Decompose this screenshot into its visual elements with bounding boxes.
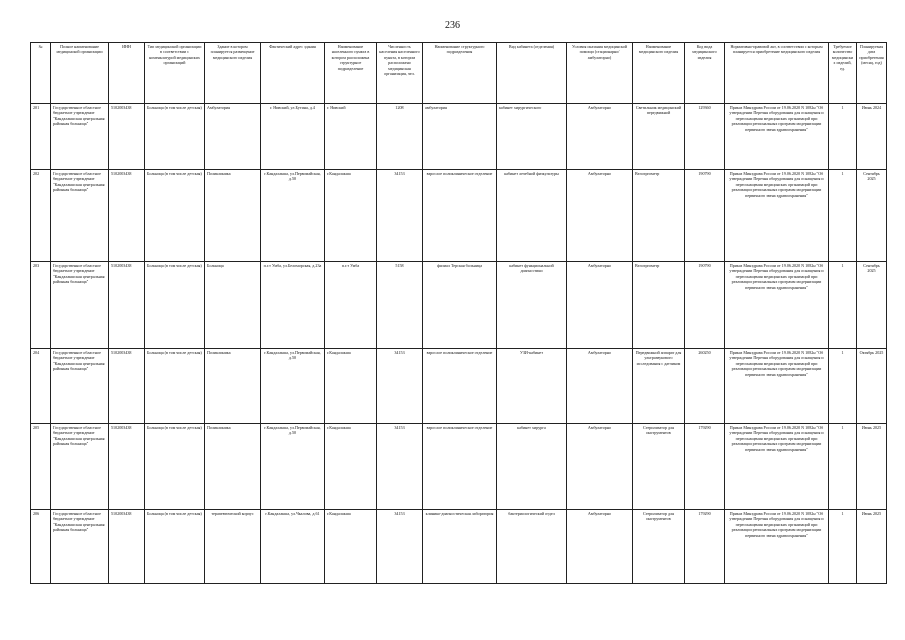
cell-inn: 5102003438	[109, 170, 145, 262]
equipment-table	[30, 42, 887, 584]
cell-date: Июнь 2024	[857, 104, 887, 170]
cell-org-type: Больница (в том числе детская)	[145, 424, 205, 510]
table-row	[31, 104, 887, 170]
table-row	[31, 424, 887, 510]
cell-date: Сентябрь 2025	[857, 262, 887, 349]
cell-address: г.Кандалакша, ул.Первомайская, д.50	[261, 424, 325, 510]
cell-conditions: Амбулаторно	[567, 349, 633, 424]
cell-settlement: г. Нивский	[325, 104, 377, 170]
cell-settlement: г.Кандалакша	[325, 170, 377, 262]
cell-settlement: п.г.т Умба	[325, 262, 377, 349]
cell-date: Октябрь 2025	[857, 349, 887, 424]
cell-department: амбулатория	[423, 104, 497, 170]
cell-building: Поликлиника	[205, 424, 261, 510]
header-cell-department: Наименование структурного подразделения	[423, 43, 497, 104]
cell-building: Больница	[205, 262, 261, 349]
header-cell-quantity: Требуемое количество медицинских изделий, ед.	[829, 43, 857, 104]
header-cell-conditions: Условия оказания медицинской помощи (стационарно/амбулаторно)	[567, 43, 633, 104]
cell-device: Стерилизатор для инструментов	[633, 510, 685, 584]
cell-settlement: г.Кандалакша	[325, 510, 377, 584]
cell-number: 204	[31, 349, 51, 424]
cell-conditions: Амбулаторно	[567, 104, 633, 170]
table-row	[31, 262, 887, 349]
cell-building: Амбулатория	[205, 104, 261, 170]
cell-settlement: г.Кандалакша	[325, 349, 377, 424]
cell-device: Стерилизатор для инструментов	[633, 424, 685, 510]
cell-conditions: Амбулаторно	[567, 424, 633, 510]
cell-org-name: Государственное областное бюджетное учреждение "Кандалакшская центральная районная больница"	[51, 104, 109, 170]
header-cell-population: Численность населения населенного пункта, в котором расположено медицинская организация, чел.	[377, 43, 423, 104]
cell-legal-act: Приказ Минздрава России от 19.06.2020 N 1082н "Об утверждении Перечня оборудования для оснащения и переоснащения медицинских организаций при реализации региональных программ модернизации первичного звена здравоохранения"	[725, 104, 829, 170]
cell-device-code: 260250	[685, 349, 725, 424]
cell-device-code: 129360	[685, 104, 725, 170]
cell-settlement: г.Кандалакша	[325, 424, 377, 510]
cell-inn: 5102003438	[109, 424, 145, 510]
cell-department: филиал Терская больница	[423, 262, 497, 349]
cell-device-code: 179290	[685, 424, 725, 510]
cell-number: 203	[31, 262, 51, 349]
cell-conditions: Амбулаторно	[567, 510, 633, 584]
cell-device-code: 190790	[685, 170, 725, 262]
cell-building: Поликлиника	[205, 349, 261, 424]
cell-device: Велоэргометр	[633, 170, 685, 262]
cell-quantity: 1	[829, 104, 857, 170]
cell-cabinet: бактериологический отдел	[497, 510, 567, 584]
cell-address: г.Кандалакша, ул.Первомайская, д.50	[261, 170, 325, 262]
header-cell-number: №	[31, 43, 51, 104]
cell-conditions: Амбулаторно	[567, 170, 633, 262]
cell-org-type: Больница (в том числе детская)	[145, 349, 205, 424]
cell-conditions: Амбулаторно	[567, 262, 633, 349]
cell-number: 202	[31, 170, 51, 262]
table-header-row	[31, 43, 887, 104]
cell-number: 206	[31, 510, 51, 584]
cell-cabinet: кабинет хирурга	[497, 424, 567, 510]
cell-address: г.Кандалакша, ул.Чкалова, д.61	[261, 510, 325, 584]
header-cell-address: Фактический адрес здания	[261, 43, 325, 104]
page-number: 236	[445, 20, 460, 31]
cell-population: 5158	[377, 262, 423, 349]
cell-number: 205	[31, 424, 51, 510]
header-cell-device-code: Код вида медицинского изделия	[685, 43, 725, 104]
cell-org-name: Государственное областное бюджетное учреждение "Кандалакшская центральная районная больница"	[51, 262, 109, 349]
header-cell-device: Наименование медицинского изделия	[633, 43, 685, 104]
cell-building: Поликлиника	[205, 170, 261, 262]
cell-quantity: 1	[829, 424, 857, 510]
header-cell-legal-act: Нормативно-правовой акт, в соответствии с которым планируется приобретение медицинского изделия	[725, 43, 829, 104]
cell-date: Июнь 2025	[857, 424, 887, 510]
cell-cabinet: кабинет лечебной физкультуры	[497, 170, 567, 262]
cell-quantity: 1	[829, 170, 857, 262]
cell-population: 1208	[377, 104, 423, 170]
header-cell-inn: ИНН	[109, 43, 145, 104]
cell-date: Сентябрь 2025	[857, 170, 887, 262]
header-cell-org-type: Тип медицинской организации в соответствии с номенклатурой медицинских организаций	[145, 43, 205, 104]
cell-legal-act: Приказ Минздрава России от 19.06.2020 N 1082н "Об утверждении Перечня оборудования для оснащения и переоснащения медицинских организаций при реализации региональных программ модернизации первичного звена здравоохранения"	[725, 262, 829, 349]
cell-building: терапевтический корпус	[205, 510, 261, 584]
cell-inn: 5102003438	[109, 349, 145, 424]
cell-inn: 5102003438	[109, 262, 145, 349]
cell-legal-act: Приказ Минздрава России от 19.06.2020 N 1082н "Об утверждении Перечня оборудования для оснащения и переоснащения медицинских организаций при реализации региональных программ модернизации первичного звена здравоохранения"	[725, 424, 829, 510]
cell-department: взрослое поликлиническое отделение	[423, 424, 497, 510]
header-cell-date: Планируемая дата приобретения (месяц, год)	[857, 43, 887, 104]
cell-date: Июнь 2025	[857, 510, 887, 584]
cell-inn: 5102003438	[109, 104, 145, 170]
cell-population: 34153	[377, 510, 423, 584]
header-cell-org-name: Полное наименование медицинской организации	[51, 43, 109, 104]
cell-legal-act: Приказ Минздрава России от 19.06.2020 N 1082н "Об утверждении Перечня оборудования для оснащения и переоснащения медицинских организаций при реализации региональных программ модернизации первичного звена здравоохранения"	[725, 170, 829, 262]
table-row	[31, 510, 887, 584]
cell-address: г. Нивский, ул.Бутина, д.4	[261, 104, 325, 170]
cell-device: Светильник медицинский передвижной	[633, 104, 685, 170]
cell-cabinet: УЗИ-кабинет	[497, 349, 567, 424]
cell-quantity: 1	[829, 510, 857, 584]
cell-inn: 5102003438	[109, 510, 145, 584]
cell-quantity: 1	[829, 262, 857, 349]
cell-legal-act: Приказ Минздрава России от 19.06.2020 N 1082н "Об утверждении Перечня оборудования для оснащения и переоснащения медицинских организаций при реализации региональных программ модернизации первичного звена здравоохранения"	[725, 510, 829, 584]
cell-address: п.г.т Умба, ул.Беломорская, д.23а	[261, 262, 325, 349]
cell-org-type: Больница (в том числе детская)	[145, 170, 205, 262]
cell-quantity: 1	[829, 349, 857, 424]
header-cell-building: Здание в котором планируется размещение медицинского изделия	[205, 43, 261, 104]
table-row	[31, 349, 887, 424]
cell-address: г.Кандалакша, ул.Первомайская, д.50	[261, 349, 325, 424]
cell-org-type: Больница (в том числе детская)	[145, 510, 205, 584]
cell-population: 34153	[377, 424, 423, 510]
cell-org-type: Больница (в том числе детская)	[145, 262, 205, 349]
cell-population: 34153	[377, 170, 423, 262]
cell-org-name: Государственное областное бюджетное учреждение "Кандалакшская центральная районная больница"	[51, 349, 109, 424]
cell-org-name: Государственное областное бюджетное учреждение "Кандалакшская центральная районная больница"	[51, 170, 109, 262]
cell-department: клинико-диагностическая лаборатория	[423, 510, 497, 584]
cell-number: 201	[31, 104, 51, 170]
cell-department: взрослое поликлиническое отделение	[423, 170, 497, 262]
cell-device-code: 179290	[685, 510, 725, 584]
cell-cabinet: кабинет функциональной диагностики	[497, 262, 567, 349]
table-row	[31, 170, 887, 262]
header-cell-cabinet: Вид кабинета (отделения)	[497, 43, 567, 104]
cell-device-code: 190790	[685, 262, 725, 349]
cell-population: 34153	[377, 349, 423, 424]
cell-org-type: Больница (в том числе детская)	[145, 104, 205, 170]
header-cell-settlement: Наименование населенного пункта в котором расположена структурное подразделение	[325, 43, 377, 104]
cell-org-name: Государственное областное бюджетное учреждение "Кандалакшская центральная районная больница"	[51, 510, 109, 584]
cell-department: взрослое поликлиническое отделение	[423, 349, 497, 424]
cell-org-name: Государственное областное бюджетное учреждение "Кандалакшская центральная районная больница"	[51, 424, 109, 510]
cell-device: Передвижной аппарат для ультразвукового исследования с датчиком	[633, 349, 685, 424]
cell-legal-act: Приказ Минздрава России от 19.06.2020 N 1082н "Об утверждении Перечня оборудования для оснащения и переоснащения медицинских организаций при реализации региональных программ модернизации первичного звена здравоохранения"	[725, 349, 829, 424]
cell-cabinet: кабинет хирургического	[497, 104, 567, 170]
cell-device: Велоэргометр	[633, 262, 685, 349]
